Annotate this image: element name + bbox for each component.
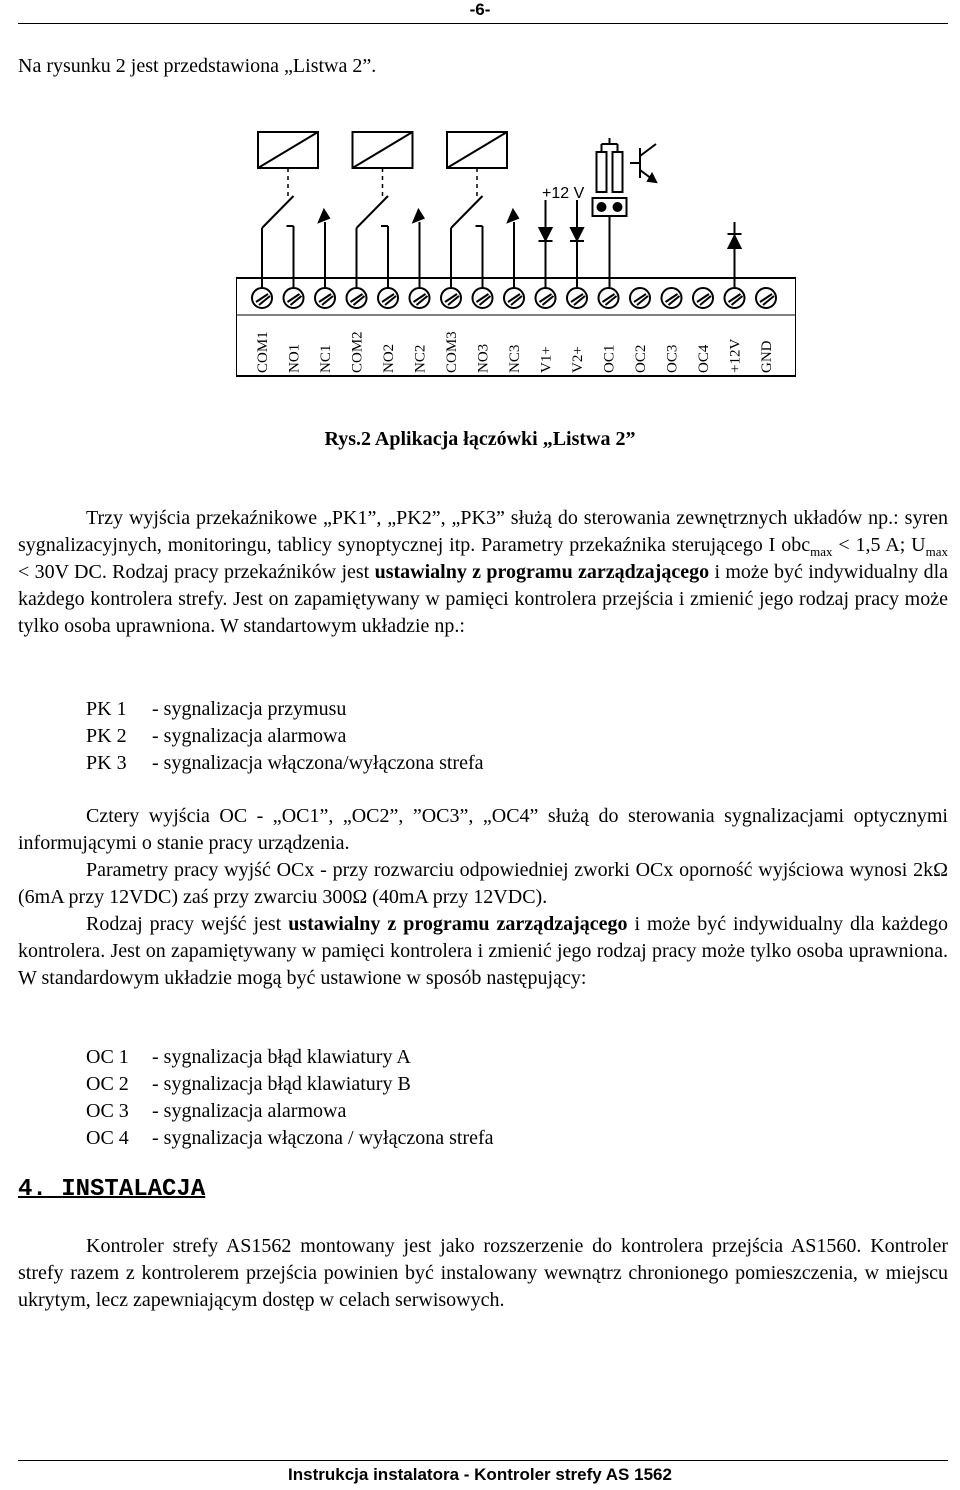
list-item: OC 3 - sygnalizacja alarmowa [86, 1100, 347, 1122]
terminal-label: COM1 [255, 331, 271, 373]
oc-definition-list [86, 1044, 493, 1152]
terminal-screw [756, 288, 776, 308]
terminal-label: COM3 [444, 331, 460, 373]
jumper-resistor-block [593, 138, 627, 288]
list-item: PK 2 - sygnalizacja alarmowa [86, 725, 347, 747]
pk-definition-list [86, 696, 483, 777]
header-rule [18, 23, 948, 24]
page-number: -6- [469, 0, 491, 19]
terminal-strip-diagram [236, 130, 796, 385]
terminal-screw [725, 288, 745, 308]
terminal-label: OC3 [664, 344, 681, 373]
terminal-label: NC2 [412, 344, 429, 373]
terminal-label: COM2 [349, 331, 366, 373]
terminal-screw [536, 288, 556, 308]
terminal-label: OC4 [696, 344, 712, 373]
terminal-label: NC1 [318, 344, 334, 373]
terminal-screw [630, 288, 650, 308]
diode-symbol [539, 200, 553, 288]
terminal-screw [252, 288, 272, 308]
list-item: PK 3 - sygnalizacja włączona/wyłączona strefa [86, 752, 484, 774]
terminal-label: NO1 [286, 343, 303, 373]
diode-symbol [570, 200, 584, 288]
terminal-screw [441, 288, 461, 308]
terminal-screw [567, 288, 587, 308]
paragraph-oc-outputs: Cztery wyjścia OC - „OC1”, „OC2”, ”OC3”, „OC4” służą do sterowania sygnalizacjami optycznymi informującymi o stanie pracy urządzenia. [18, 805, 948, 854]
paragraph-oc-mode: Rodzaj pracy wejść jest ustawialny z programu zarządzającego i może być indywidualny dla każdego kontrolera. Jest on zapamiętywany w pamięci kontrolera i zmienić jego rodzaj pracy może tylko osoba uprawniona. W standardowym układzie mogą być ustawione w sposób następujący: [18, 913, 949, 989]
page-footer: Instrukcja instalatora - Kontroler strefy AS 1562 [288, 1465, 672, 1484]
list-item: OC 2 - sygnalizacja błąd klawiatury B [86, 1073, 411, 1095]
list-item: OC 1 - sygnalizacja błąd klawiatury A [86, 1046, 411, 1068]
terminal-label: NO2 [381, 343, 397, 373]
list-item: OC 4 - sygnalizacja włączona / wyłączona strefa [86, 1127, 494, 1149]
terminal-label: V1+ [538, 346, 555, 373]
terminal-label: +12V [727, 338, 744, 373]
section-heading-instalacja: 4. INSTALACJA [18, 1176, 206, 1203]
terminal-label: V2+ [570, 346, 586, 373]
figure-caption: Rys.2 Aplikacja łączówki „Listwa 2” [324, 428, 636, 450]
relay-symbol [447, 132, 518, 288]
intro-text: Na rysunku 2 jest przedstawiona „Listwa 2”. [18, 55, 377, 77]
terminal-screw [410, 288, 430, 308]
terminal-screw [693, 288, 713, 308]
terminal-label: NO3 [475, 343, 492, 373]
terminal-screw [599, 288, 619, 308]
paragraph-oc-parameters: Parametry pracy wyjść OCx - przy rozwarciu odpowiedniej zworki OCx oporność wyjściowa wynosi 2kΩ (6mA przy 12VDC) zaś przy zwarciu 300Ω (40mA przy 12VDC). [18, 859, 948, 908]
terminal-label: NC3 [507, 344, 523, 373]
terminal-screw [347, 288, 367, 308]
terminal-screw [378, 288, 398, 308]
supply-label: +12 V [542, 185, 585, 202]
terminal-label: OC1 [601, 344, 618, 373]
terminal-screw [284, 288, 304, 308]
footer-rule [18, 1460, 948, 1461]
terminal-screw [504, 288, 524, 308]
relay-symbol [353, 132, 424, 288]
paragraph-installation: Kontroler strefy AS1562 montowany jest jako rozszerzenie do kontrolera przejścia AS1560. Kontroler strefy razem z kontrolerem przejścia powinien być instalowany wewnątrz chronionego pomieszczenia, w miejscu ukrytym, lecz zapewniającym dostęp w celach serwisowych. [18, 1235, 948, 1311]
terminal-screw [473, 288, 493, 308]
paragraph-relay-outputs: Trzy wyjścia przekaźnikowe „PK1”, „PK2”, „PK3” służą do sterowania zewnętrznych układów np.: syren sygnalizacyjnych, monitoringu, tablicy synoptycznej itp. Parametry przekaźnika sterującego I obc$_{max}$ < 1,5 A; $U_{max} < 30V$ DC. Rodzaj pracy przekaźników jest ustawialny z programu zarządzającego i może być indywidualny dla każdego kontrolera strefy. Jest on zapamiętywany w pamięci kontrolera przejścia i zmienić jego rodzaj pracy może tylko osoba uprawniona. W standartowym układzie np.: [18, 507, 949, 637]
transistor-symbol [630, 144, 656, 182]
terminal-screw [315, 288, 335, 308]
terminal-label: OC2 [633, 344, 649, 373]
list-item: PK 1 - sygnalizacja przymusu [86, 698, 347, 720]
relay-symbol [258, 132, 329, 288]
terminal-screw [662, 288, 682, 308]
terminal-label: GND [759, 340, 775, 373]
